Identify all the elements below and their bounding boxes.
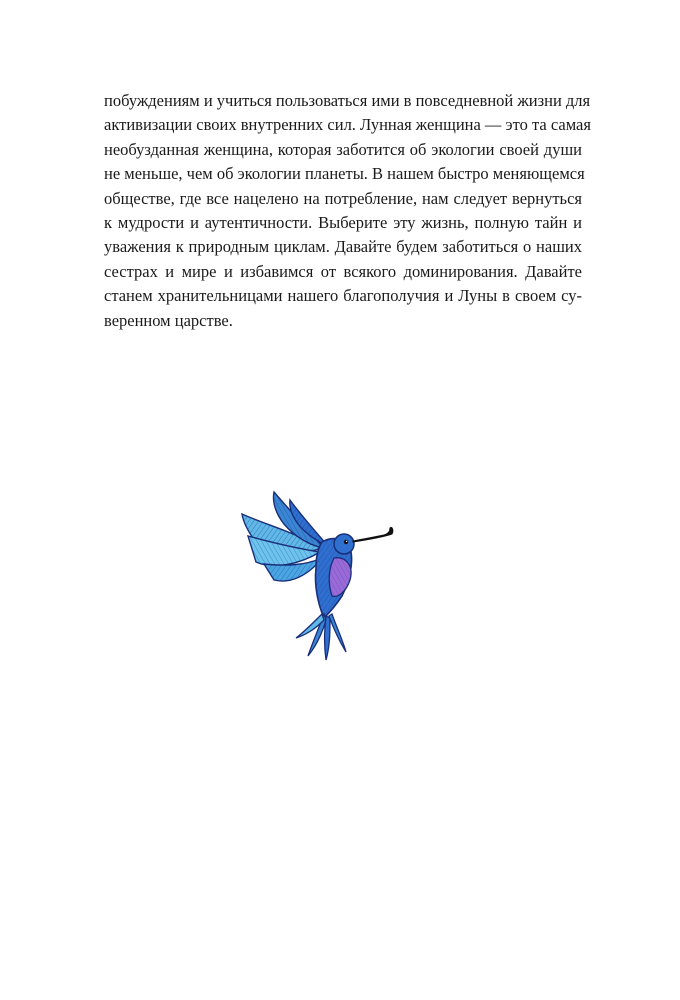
text-line: обществе, где все нацелено на потребление, нам следует вернуться bbox=[104, 188, 582, 208]
text-line: побуждениям и учиться пользоваться ими в повседневной жизни для bbox=[104, 91, 591, 110]
text-line: станем хранительницами нашего благополучия и Луны в своем су- bbox=[104, 286, 582, 306]
text-line: не меньше, чем об экологии планеты. В нашем быстро меняющемся bbox=[104, 164, 585, 184]
bird-body bbox=[315, 534, 354, 618]
tail-feathers bbox=[296, 614, 346, 660]
text-line: необузданная женщина, которая заботится об экологии своей души bbox=[104, 139, 582, 159]
text-line: к мудрости и аутентичности. Выберите эту жизнь, полную тайн и bbox=[104, 212, 582, 232]
hummingbird-icon bbox=[234, 486, 398, 662]
text-line: веренном царстве. bbox=[104, 310, 233, 330]
text-line: уважения к природным циклам. Давайте будем заботиться о наших bbox=[104, 237, 582, 257]
text-line: сестрах и мире и избавимся от всякого доминирования. Давайте bbox=[104, 261, 582, 281]
text-line: активизации своих внутренних сил. Лунная женщина — это та самая bbox=[104, 115, 591, 135]
beak bbox=[353, 527, 393, 542]
body-paragraph bbox=[104, 89, 591, 333]
